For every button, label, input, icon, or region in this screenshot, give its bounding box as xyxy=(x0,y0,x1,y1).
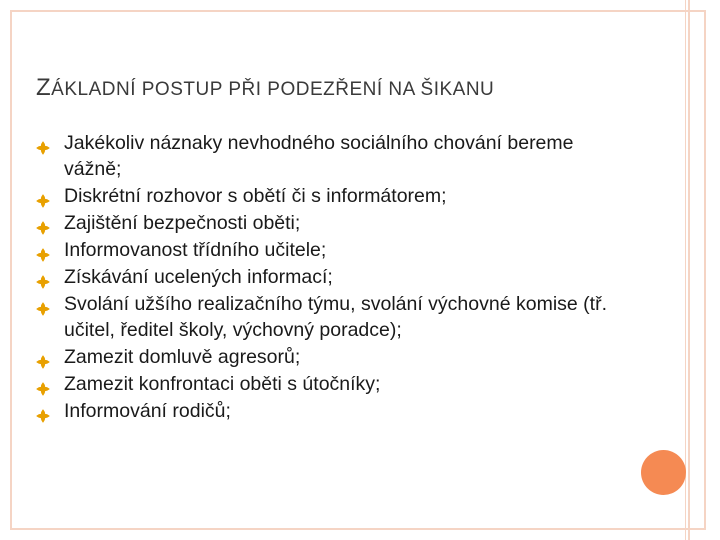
bullet-item xyxy=(36,344,636,370)
bullet-item xyxy=(36,371,636,397)
fleuron-bullet-icon xyxy=(36,404,50,418)
accent-circle xyxy=(641,450,686,495)
bullet-text: Zajištění bezpečnosti oběti; xyxy=(64,212,301,234)
fleuron-bullet-icon xyxy=(36,297,50,311)
fleuron-bullet-icon xyxy=(36,270,50,284)
bullet-item xyxy=(36,210,636,236)
bullet-item xyxy=(36,183,636,209)
fleuron-bullet-icon xyxy=(36,350,50,364)
bullet-list xyxy=(36,130,636,425)
fleuron-bullet-icon xyxy=(36,216,50,230)
fleuron-bullet-icon xyxy=(36,136,50,150)
slide-title xyxy=(36,74,494,102)
bullet-item xyxy=(36,237,636,263)
bullet-text: Jakékoliv náznaky nevhodného sociálního chování bereme vážně; xyxy=(64,132,574,180)
bullet-item xyxy=(36,291,636,343)
bullet-text: Diskrétní rozhovor s obětí či s informátorem; xyxy=(64,185,447,207)
fleuron-bullet-icon xyxy=(36,189,50,203)
bullet-item xyxy=(36,264,636,290)
title-first-letter: Z xyxy=(36,74,52,101)
bullet-text: Zamezit domluvě agresorů; xyxy=(64,346,301,368)
bullet-text: Svolání užšího realizačního týmu, svolání výchovné komise (tř. učitel, ředitel školy, výchovný poradce); xyxy=(64,293,607,341)
fleuron-bullet-icon xyxy=(36,243,50,257)
title-rest: ÁKLADNÍ POSTUP PŘI PODEZŘENÍ NA ŠIKANU xyxy=(51,79,495,100)
bullet-text: Získávání ucelených informací; xyxy=(64,266,333,288)
fleuron-bullet-icon xyxy=(36,377,50,391)
bullet-text: Informování rodičů; xyxy=(64,400,231,422)
bullet-text: Informovanost třídního učitele; xyxy=(64,239,327,261)
bullet-item xyxy=(36,398,636,424)
frame-vertical-line-inner xyxy=(685,0,686,540)
bullet-text: Zamezit konfrontaci oběti s útočníky; xyxy=(64,373,381,395)
frame-vertical-line xyxy=(688,0,690,540)
bullet-item xyxy=(36,130,636,182)
